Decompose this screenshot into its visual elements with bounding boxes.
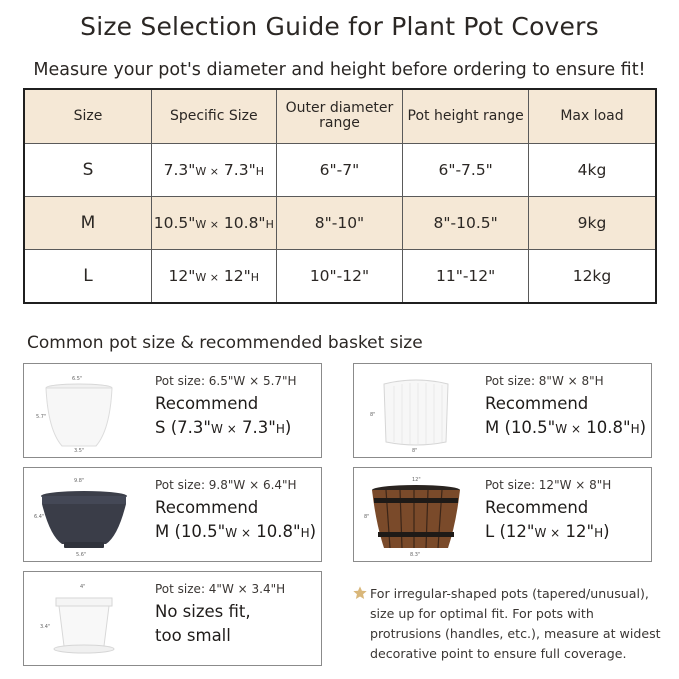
header-pot-height: Pot height range [403, 89, 529, 143]
recommend-label: Recommend [485, 394, 589, 413]
table-row [24, 249, 656, 303]
small-white-pot-image [34, 578, 144, 662]
recommend-label: Recommend [155, 394, 259, 413]
size-table [23, 88, 657, 304]
table-header-row [24, 89, 656, 143]
page-title: Size Selection Guide for Plant Pot Covers [80, 12, 599, 41]
page-subtitle: Measure your pot's diameter and height before ordering to ensure fit! [33, 60, 646, 80]
dim-bottom-label: 5.6" [76, 552, 87, 558]
size-label: L [24, 249, 151, 303]
dim-side-label: 8" [370, 412, 376, 418]
dim-bottom-label: 8" [412, 448, 418, 454]
dim-side-label: 6.4" [34, 514, 45, 520]
height-range: 8"-10.5" [403, 196, 529, 249]
pot-card [353, 363, 652, 458]
table-row [24, 196, 656, 249]
dim-bottom-label: 3.5" [74, 448, 85, 454]
dim-top-label: 12" [412, 477, 421, 483]
dim-top-label: 4" [80, 584, 86, 590]
white-ribbed-pot-image [364, 370, 474, 454]
table-row [24, 143, 656, 196]
pot-card [23, 571, 322, 666]
dim-bottom-label: 8.3" [410, 552, 421, 558]
white-pot-image [34, 370, 144, 454]
dim-side-label: 8" [364, 514, 370, 520]
pot-size-label: Pot size: 9.8"W × 6.4"H [155, 478, 297, 492]
specific-size: 10.5"W × 10.8"H [151, 196, 276, 249]
dim-side-label: 5.7" [36, 414, 47, 420]
pot-card [353, 467, 652, 562]
recommended-size: M (10.5"W × 10.8"H) [155, 522, 317, 541]
dim-top-label: 9.8" [74, 478, 85, 484]
recommended-size: S (7.3"W × 7.3"H) [155, 418, 292, 437]
height-range: 11"-12" [403, 249, 529, 303]
pot-size-label: Pot size: 6.5"W × 5.7"H [155, 374, 297, 388]
diameter-range: 10"-12" [276, 249, 403, 303]
header-max-load: Max load [528, 89, 656, 143]
pot-card [23, 363, 322, 458]
fit-note-text: For irregular-shaped pots (tapered/unusual), size up for optimal fit. For pots with protrusions (handles, etc.), measure at widest decorative point to ensure full coverage. [370, 586, 661, 661]
pot-card [23, 467, 322, 562]
size-label: M [24, 196, 151, 249]
specific-size: 7.3"W × 7.3"H [151, 143, 276, 196]
no-fit-line2: too small [155, 626, 231, 645]
recommend-label: Recommend [155, 498, 259, 517]
section-title: Common pot size & recommended basket size [27, 333, 423, 353]
pot-size-label: Pot size: 12"W × 8"H [485, 478, 612, 492]
header-specific-size: Specific Size [151, 89, 276, 143]
max-load: 12kg [528, 249, 656, 303]
header-size: Size [24, 89, 151, 143]
dark-bowl-pot-image [34, 474, 144, 558]
height-range: 6"-7.5" [403, 143, 529, 196]
pot-size-label: Pot size: 4"W × 3.4"H [155, 582, 286, 596]
recommend-label: Recommend [485, 498, 589, 517]
recommended-size: L (12"W × 12"H) [485, 522, 610, 541]
max-load: 4kg [528, 143, 656, 196]
diameter-range: 6"-7" [276, 143, 403, 196]
no-fit-line1: No sizes fit, [155, 602, 251, 621]
max-load: 9kg [528, 196, 656, 249]
header-outer-diameter: Outer diameter range [276, 89, 403, 143]
fit-note [352, 584, 662, 664]
star-icon [352, 585, 368, 601]
dim-top-label: 6.5" [72, 376, 83, 382]
diameter-range: 8"-10" [276, 196, 403, 249]
recommended-size: M (10.5"W × 10.8"H) [485, 418, 647, 437]
dim-side-label: 3.4" [40, 624, 51, 630]
barrel-pot-image [364, 474, 474, 558]
size-label: S [24, 143, 151, 196]
specific-size: 12"W × 12"H [151, 249, 276, 303]
pot-size-label: Pot size: 8"W × 8"H [485, 374, 604, 388]
